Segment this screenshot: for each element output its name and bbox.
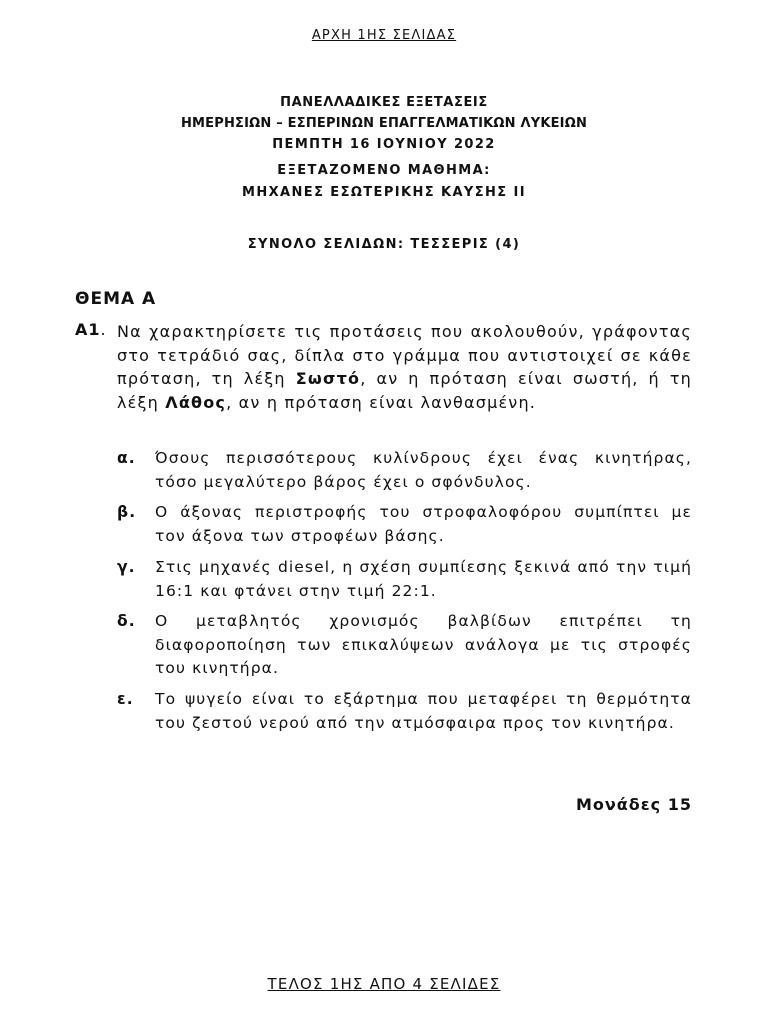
statement-letter: α. [117, 449, 136, 467]
question-label [75, 320, 107, 339]
subject-label: ΕΞΕΤΑΖΟΜΕΝΟ ΜΑΘΗΜΑ: [277, 163, 491, 178]
exams-title: ΠΑΝΕΛΛΑΔΙΚΕΣ ΕΞΕΤΑΣΕΙΣ [280, 95, 488, 110]
page-end-label: ΤΕΛΟΣ 1ΗΣ ΑΠΟ 4 ΣΕΛΙΔΕΣ [267, 975, 501, 993]
question-instruction [117, 320, 692, 414]
exam-header [0, 92, 768, 155]
statement-letter: ε. [117, 690, 134, 708]
statement-text: Ο άξονας περιστροφής του στροφαλοφόρου συμπίπτει με τον άξονα των στροφέων βάσης. [155, 503, 692, 545]
marks-label: Μονάδες 15 [575, 795, 692, 814]
statement-text: Ο μεταβλητός χρονισμός βαλβίδων επιτρέπει τη διαφοροποίηση των επικαλύψεων ανάλογα με τις στροφές του κινητήρα. [155, 612, 692, 677]
statement-letter: δ. [117, 612, 136, 630]
subject-name: ΜΗΧΑΝΕΣ ΕΣΩΤΕΡΙΚΗΣ ΚΑΥΣΗΣ ΙΙ [242, 185, 526, 200]
statement-letter: β. [117, 503, 137, 521]
statement-text: Όσους περισσότερους κυλίνδρους έχει ένας κινητήρας, τόσο μεγαλύτερο βάρος έχει ο σφόνδυλος. [155, 449, 692, 491]
page-start-label: ΑΡΧΗ 1ΗΣ ΣΕΛΙΔΑΣ [311, 28, 457, 43]
total-pages-label: ΣΥΝΟΛΟ ΣΕΛΙΔΩΝ: ΤΕΣΣΕΡΙΣ (4) [247, 237, 521, 252]
section-title: ΘΕΜΑ Α [75, 289, 157, 309]
statement-item [117, 610, 692, 681]
exam-date: ΠΕΜΠΤΗ 16 ΙΟΥΝΙΟΥ 2022 [272, 137, 496, 152]
statement-item [117, 501, 692, 548]
instruction-part-1: Να χαρακτηρίσετε τις προτάσεις που ακολουθούν, γράφοντας στο τετράδιό σας, δίπλα στο γράμμα που αντιστοιχεί σε κάθε πρόταση, τη λέξη [117, 322, 692, 388]
statement-item [117, 556, 692, 603]
statement-item [117, 688, 692, 735]
statement-letter: γ. [117, 558, 136, 576]
statement-text: Στις μηχανές diesel, η σχέση συμπίεσης ξεκινά από την τιμή 16:1 και φτάνει στην τιμή 22:1. [155, 558, 692, 600]
question-separator: . [100, 320, 107, 339]
schools-title: ΗΜΕΡΗΣΙΩΝ – ΕΣΠΕΡΙΝΩΝ ΕΠΑΓΓΕΛΜΑΤΙΚΩΝ ΛΥΚΕΙΩΝ [180, 116, 588, 131]
statement-text: Το ψυγείο είναι το εξάρτημα που μεταφέρει τη θερμότητα του ζεστού νερού από την ατμόσφαιρα προς τον κινητήρα. [155, 690, 692, 732]
word-correct: Σωστό [295, 369, 361, 388]
subject-block [0, 160, 768, 204]
word-wrong: Λάθος [165, 392, 227, 412]
question-id: Α1 [75, 320, 101, 339]
instruction-part-2: , αν η πρόταση είναι σωστή, ή τη λέξη [117, 369, 692, 412]
statement-item [117, 447, 692, 494]
instruction-part-3: , αν η πρόταση είναι λανθασμένη. [226, 392, 537, 412]
